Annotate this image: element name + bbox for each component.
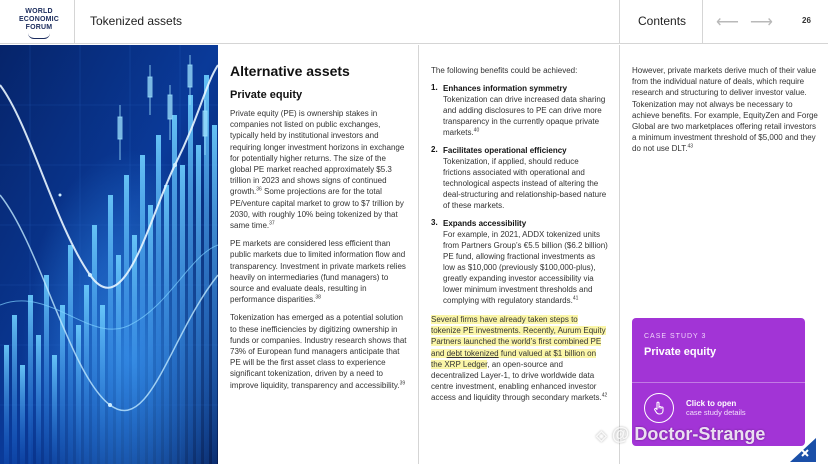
page-header — [0, 0, 828, 44]
page-number: 26 — [802, 16, 811, 25]
paragraph-text: However, private markets derive much of their value from the individual nature of deals, which require research and structuring to deliver investor value. Tokenization may not always be necessary to achieve benefits. For example, EquityZen and Forge Global are two marketplaces offering retail investors a minimum investment threshold of $5,000 and they do not use DLT. — [632, 66, 818, 154]
paragraph — [632, 65, 818, 155]
case-study-label: CASE STUDY 3 — [644, 333, 707, 340]
footnote-ref[interactable]: 43 — [687, 143, 694, 150]
header-divider — [74, 0, 75, 44]
paragraph — [230, 108, 407, 231]
diamond-icon: ◇ — [596, 427, 607, 443]
logo-line-2: ECONOMIC — [18, 16, 60, 23]
list-item-text — [443, 229, 608, 306]
list-item-title: Facilitates operational efficiency — [443, 146, 567, 155]
arrow-right-icon[interactable]: ⟶ — [750, 14, 773, 31]
section-title: Alternative assets — [230, 63, 350, 79]
list-item-body: Tokenization can drive increased data sharing and adding disclosures to PE can drive more transparency in the currently opaque private markets. — [443, 95, 606, 137]
logo-line-3: FORUM — [25, 24, 53, 31]
benefits-intro: The following benefits could be achieved: — [431, 66, 578, 75]
cta-title: Click to open — [686, 399, 737, 408]
hero-image — [0, 45, 218, 464]
footnote-ref[interactable]: 36 — [256, 186, 262, 193]
header-divider — [619, 0, 620, 44]
list-item-body: For example, in 2021, ADDX tokenized units from Partners Group’s €5.5 billion ($6.2 billion) PE fund, allowing fractional investments as low as $10,000 (previously $100,000-plus), greatly expanding investor accessibility via lower minimum investment thresholds and complying with regulatory standards. — [443, 230, 608, 305]
underlined-text: debt tokenized — [446, 348, 499, 358]
subsection-title: Private equity — [230, 89, 303, 101]
column-1 — [218, 45, 417, 464]
highlighted-text: fund valued at $1 billion on the XRP Ledger — [431, 348, 597, 369]
footnote-ref[interactable]: 38 — [315, 294, 321, 301]
card-divider — [632, 382, 805, 383]
hand-pointer-icon — [644, 393, 674, 423]
paragraph — [230, 312, 407, 390]
cta-subtitle: case study details — [686, 408, 746, 417]
highlighted-paragraph — [431, 314, 608, 404]
corner-logo-icon — [786, 438, 816, 462]
footnote-ref[interactable]: 40 — [473, 127, 480, 134]
paragraph-text: , an open-source and decentralized Layer-1, to drive worldwide data centre investment, enabling enhanced investor access and liquidity through secondary markets. — [431, 359, 602, 403]
list-item-text — [443, 94, 608, 138]
highlighted-text: Several firms have already taken steps to tokenize PE investments. Recently, Aurum Equity Partners launched the world’s first combined PE and — [431, 315, 606, 358]
paragraph-text: Some projections are for the total PE/venture capital market to grow to $7 trillion by 2030, with roughly 10% being tokenized by that same time. — [230, 187, 404, 231]
list-item-title: Enhances information symmetry — [443, 84, 568, 93]
header-divider — [702, 0, 703, 44]
list-item — [431, 145, 608, 211]
footnote-ref[interactable]: 41 — [572, 295, 579, 302]
paragraph — [230, 238, 407, 305]
column-2 — [418, 45, 618, 464]
watermark — [596, 424, 765, 445]
paragraph-text: PE markets are considered less efficient than public markets due to limited information flow and transparency. Investment in private markets relies heavily on intermediaries (fund managers) to source and evaluate deals, resulting in performance disparities. — [230, 239, 406, 305]
paragraph-text: Private equity (PE) is ownership stakes in companies not listed on public exchanges, typically held by institutional investors and requiring longer investment horizons in exchange for potentially higher returns. The size of the global PE market reached approximately $5.3 trillion in 2023 and shows signs of continued growth. — [230, 109, 405, 197]
list-item — [431, 83, 608, 138]
footnote-ref[interactable]: 37 — [269, 220, 275, 227]
open-case-study-button[interactable] — [644, 393, 746, 423]
footnote-ref[interactable]: 42 — [601, 392, 608, 399]
list-item — [431, 218, 608, 306]
list-number: 2. — [431, 145, 438, 154]
watermark-text: @ Doctor-Strange — [611, 424, 766, 444]
financial-chart-illustration — [0, 45, 218, 464]
logo-line-1: WORLD — [25, 8, 53, 15]
contents-link[interactable]: Contents — [638, 14, 687, 28]
footnote-ref[interactable]: 39 — [399, 380, 406, 387]
document-title: Tokenized assets — [90, 14, 183, 28]
list-number: 1. — [431, 83, 438, 92]
list-number: 3. — [431, 218, 438, 227]
logo-arc — [28, 33, 50, 39]
paragraph-text: Tokenization has emerged as a potential solution to these inefficiencies by digitizing ownership in funds or companies. Industry research shows that 73% of European fund managers anticipate that PE will be the first asset class to experience significant tokenization, driven by a need to improve liquidity, transparency and accessibility. — [230, 313, 407, 390]
list-item-title: Expands accessibility — [443, 219, 527, 228]
list-item-body: Tokenization, if applied, should reduce frictions associated with operational and technological aspects instead of altering the deal-structuring and relationship-based nature of these markets. — [443, 157, 607, 210]
case-study-title: Private equity — [644, 346, 717, 358]
wef-logo — [14, 8, 64, 39]
arrow-left-icon[interactable]: ⟵ — [716, 14, 739, 31]
